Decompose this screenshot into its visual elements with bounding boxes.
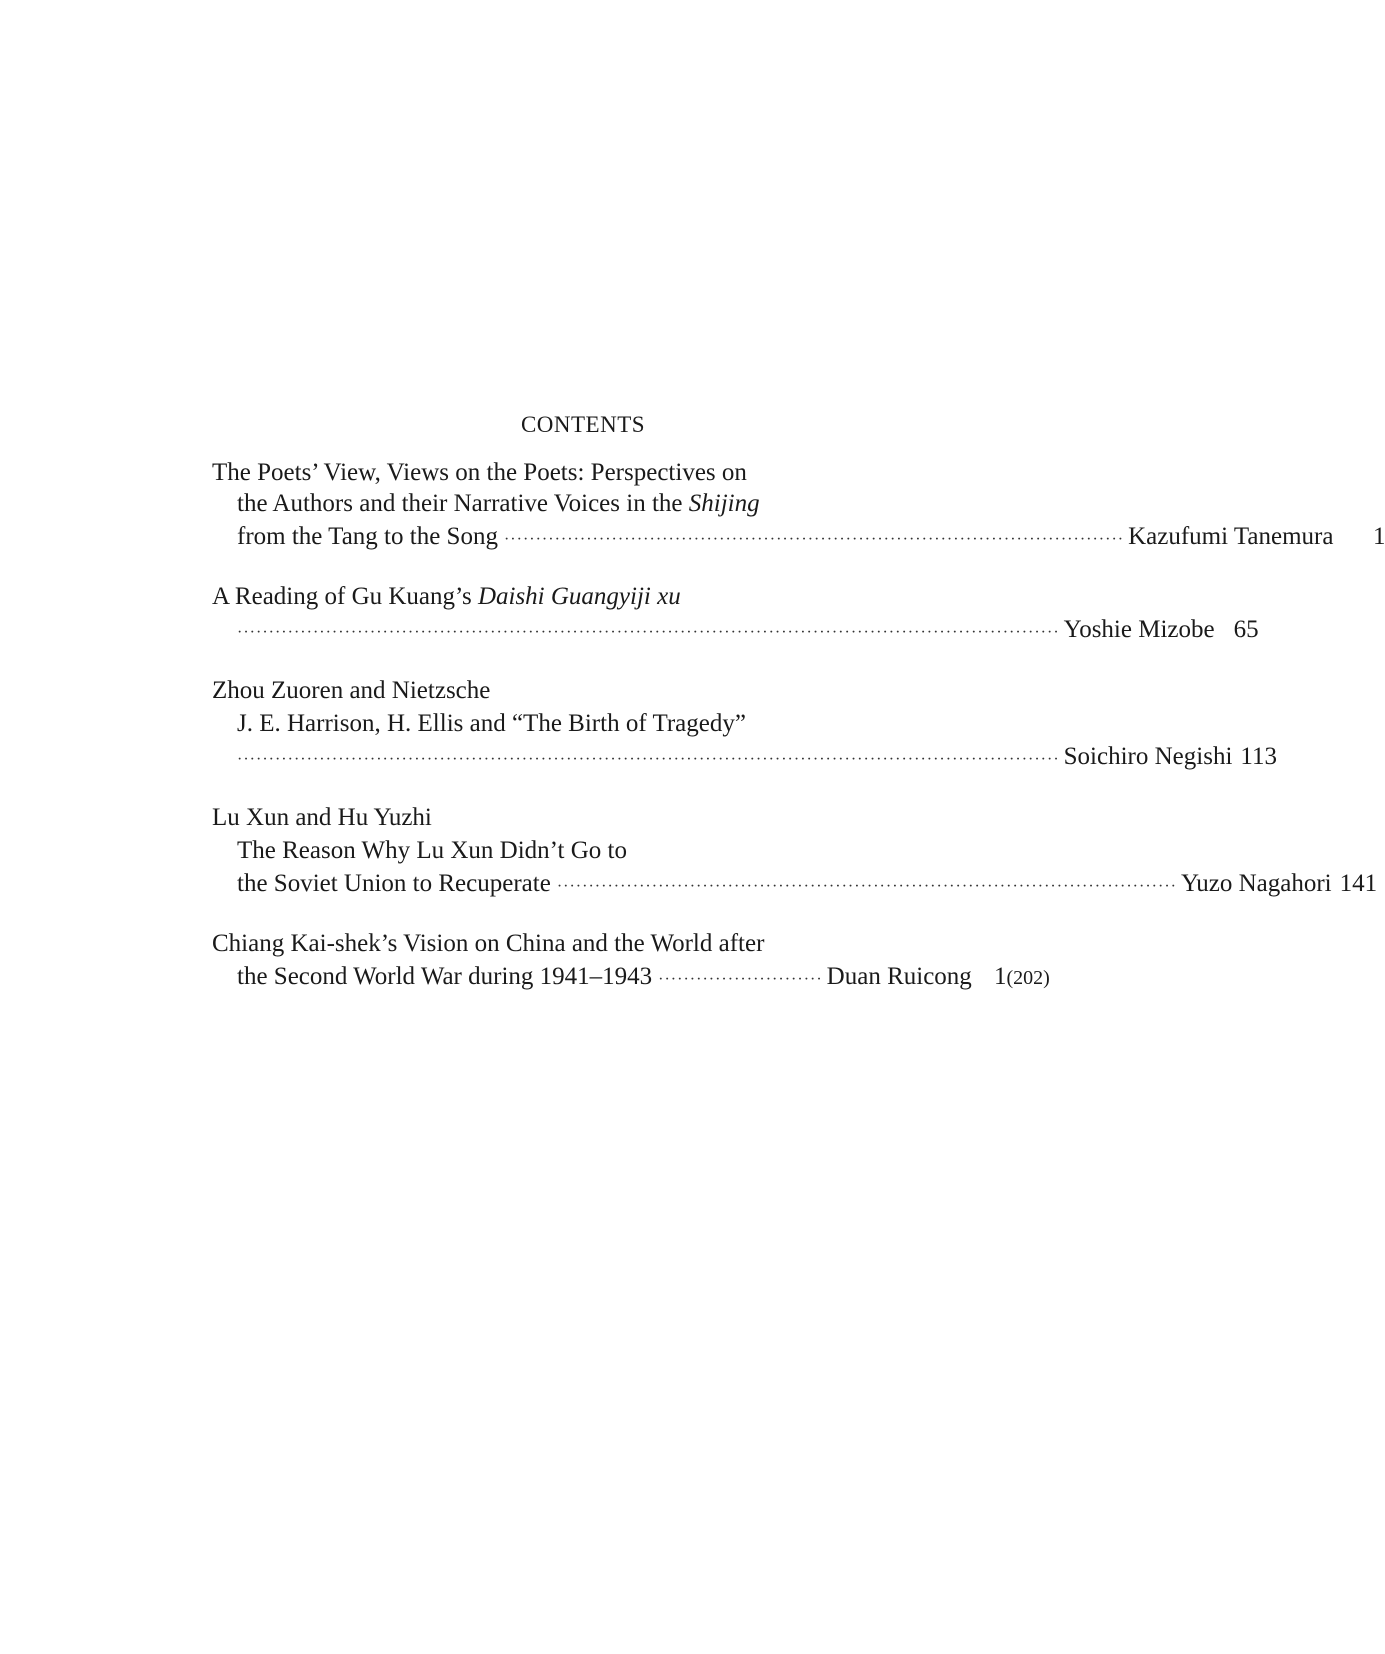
entry-author-row — [237, 869, 1378, 899]
dot-leader: ·································································································· — [556, 878, 1177, 895]
entry-title-line: from the Tang to the Song — [237, 523, 498, 550]
entry-page-suffix: (202) — [1006, 967, 1050, 989]
entry-author-row — [237, 522, 1385, 552]
entry-author: Yoshie Mizobe — [1063, 616, 1215, 643]
entry-page-number: 1 — [1372, 523, 1385, 550]
entry-page-number — [980, 962, 1050, 993]
entry-author: Soichiro Negishi — [1063, 743, 1233, 770]
entry-title-text: A Reading of Gu Kuang’s — [212, 583, 478, 610]
entry-subtitle-line: the Soviet Union to Recuperate — [237, 870, 551, 897]
entry-title-line: the Second World War during 1941–1943 — [237, 963, 653, 990]
entry-title-line: Chiang Kai-shek’s Vision on China and the World after — [212, 930, 765, 957]
dot-leader: ·································································································································· — [237, 751, 1060, 768]
entry-author: Yuzo Nagahori — [1180, 870, 1332, 897]
entry-title-italic: Shijing — [688, 490, 760, 517]
entry-title-line — [212, 582, 681, 612]
entry-title-italic: Daishi Guangyiji xu — [477, 583, 681, 610]
entry-page-number: 141 — [1339, 870, 1378, 897]
entry-page-value: 1 — [993, 963, 1007, 990]
entry-author: Kazufumi Tanemura — [1128, 523, 1334, 550]
entry-author-row — [237, 615, 1259, 645]
entry-page-number: 65 — [1233, 616, 1259, 643]
entry-author-row — [237, 742, 1277, 772]
dot-leader: ·································································································································· — [237, 624, 1060, 641]
entry-author-row — [237, 962, 1050, 992]
dot-leader: ·································································································· — [503, 531, 1125, 548]
entry-subtitle-line: J. E. Harrison, H. Ellis and “The Birth of Tragedy” — [237, 710, 746, 737]
entry-subtitle-line: The Reason Why Lu Xun Didn’t Go to — [237, 837, 628, 864]
entry-author: Duan Ruicong — [826, 963, 972, 990]
entry-title-line: Zhou Zuoren and Nietzsche — [212, 677, 491, 704]
entry-page-number: 113 — [1240, 743, 1277, 770]
entry-title-line: The Poets’ View, Views on the Poets: Perspectives on — [212, 459, 747, 486]
contents-heading: CONTENTS — [520, 412, 646, 437]
dot-leader: ·························· — [658, 971, 823, 988]
entry-title-text: the Authors and their Narrative Voices in the — [237, 490, 689, 517]
entry-title-line: Lu Xun and Hu Yuzhi — [212, 804, 432, 831]
entry-title-line — [237, 489, 760, 519]
